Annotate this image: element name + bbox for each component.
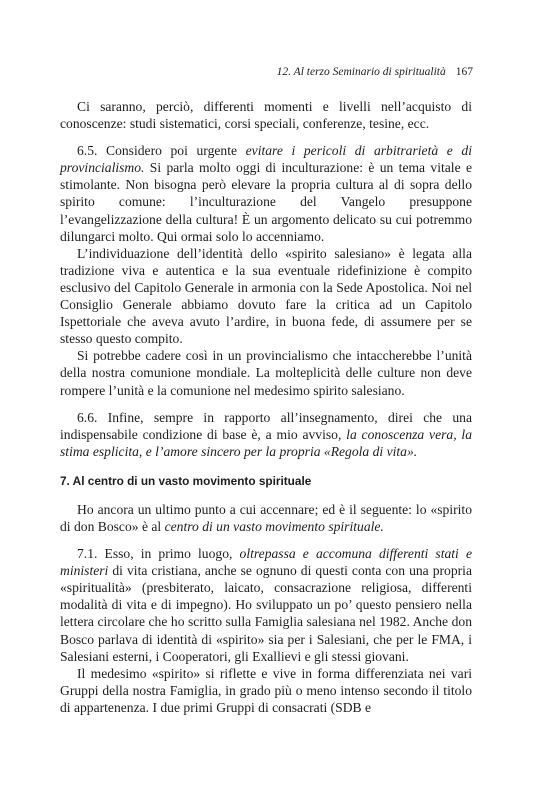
- running-title: 12. Al terzo Seminario di spiritualità: [276, 66, 446, 78]
- text-run: 6.6. Infine, sempre in rapporto all’insegnamento, direi che una indispensabile condizione di base è, a mio avviso,: [60, 409, 472, 442]
- paragraph-provincialism: Si potrebbe cadere così in un provincialismo che intaccherebbe l’unità della nostra comunione mondiale. La molteplicità delle culture non deve rompere l’unità e la comunione nel medesimo spirito salesiano.: [60, 348, 472, 398]
- paragraph-spirit-groups: Il medesimo «spirito» si riflette e vive in forma differenziata nei vari Gruppi della nostra Famiglia, in grado più o meno intenso secondo il titolo di appartenenza. I due primi Gruppi di consacrati (SDB e: [60, 665, 472, 715]
- text-run: di vita cristiana, anche se ognuno di questi conta con una propria «spiritualità» (presbiterato, laicato, consacrazione religiosa, differenti modalità di vita e di impegno). Ho sviluppato un po’ questo pensiero nella lettera circolare che ho scritto sulla Famiglia salesiana nel 1982. Anche don Bosco parlava di identità di «spirito» sia per i Salesiani, che per le FMA, i Salesiani esterni, i Cooperatori, gli Exallievi e gli stessi giovani.: [60, 563, 472, 664]
- emphasis: centro di un vasto movimento spirituale.: [164, 518, 384, 534]
- paragraph-7-1: [60, 545, 472, 665]
- paragraph-section-intro: [60, 501, 472, 535]
- section-heading: 7. Al centro di un vasto movimento spirituale: [60, 473, 312, 488]
- paragraph-6-6: [60, 409, 472, 460]
- text-run: Ho ancora un ultimo punto a cui accennare; ed è il seguente: lo «spirito di don Bosco» è al: [60, 501, 472, 534]
- text-run: 7.1. Esso, in primo luogo,: [77, 546, 240, 562]
- paragraph-6-5: [60, 142, 472, 245]
- page-number: 167: [455, 66, 473, 78]
- text-run: 6.5. Considero poi urgente: [77, 143, 246, 159]
- paragraph-identity: L’individuazione dell’identità dello «spirito salesiano» è legata alla tradizione viva e autentica e la sua eventuale ridefinizione è compito esclusivo del Capitolo Generale in armonia con la Sede Apostolica. Noi nel Consiglio Generale abbiamo dovuto fare la critica ad un Capitolo Ispettoriale che aveva avuto l’ardire, in buona fede, di assumere per se stesso questo compito.: [60, 245, 472, 347]
- paragraph-1: Ci saranno, perciò, differenti momenti e livelli nell’acquisto di conoscenze: studi sistematici, corsi speciali, conferenze, tesine, ecc.: [60, 99, 472, 132]
- page-body: [60, 98, 472, 716]
- emphasis: evitare i pericoli di arbitrarietà e di provincialismo.: [60, 143, 472, 176]
- text-run: Si parla molto oggi di inculturazione: è un tema vitale e stimolante. Non bisogna però elevare la propria cultura al di sopra dello spirito comune: l’inculturazione del Vangelo presuppone l’evangelizzazione della cultura! È un argomento delicato su cui potremmo dilungarci molto. Qui ormai solo lo accenniamo.: [60, 160, 472, 244]
- emphasis: oltrepassa e accomuna differenti stati e ministeri: [60, 546, 472, 579]
- emphasis: la conoscenza vera, la stima esplicita, e l’amore sincero per la propria «Regola di vita».: [60, 426, 472, 459]
- running-header: [60, 66, 473, 78]
